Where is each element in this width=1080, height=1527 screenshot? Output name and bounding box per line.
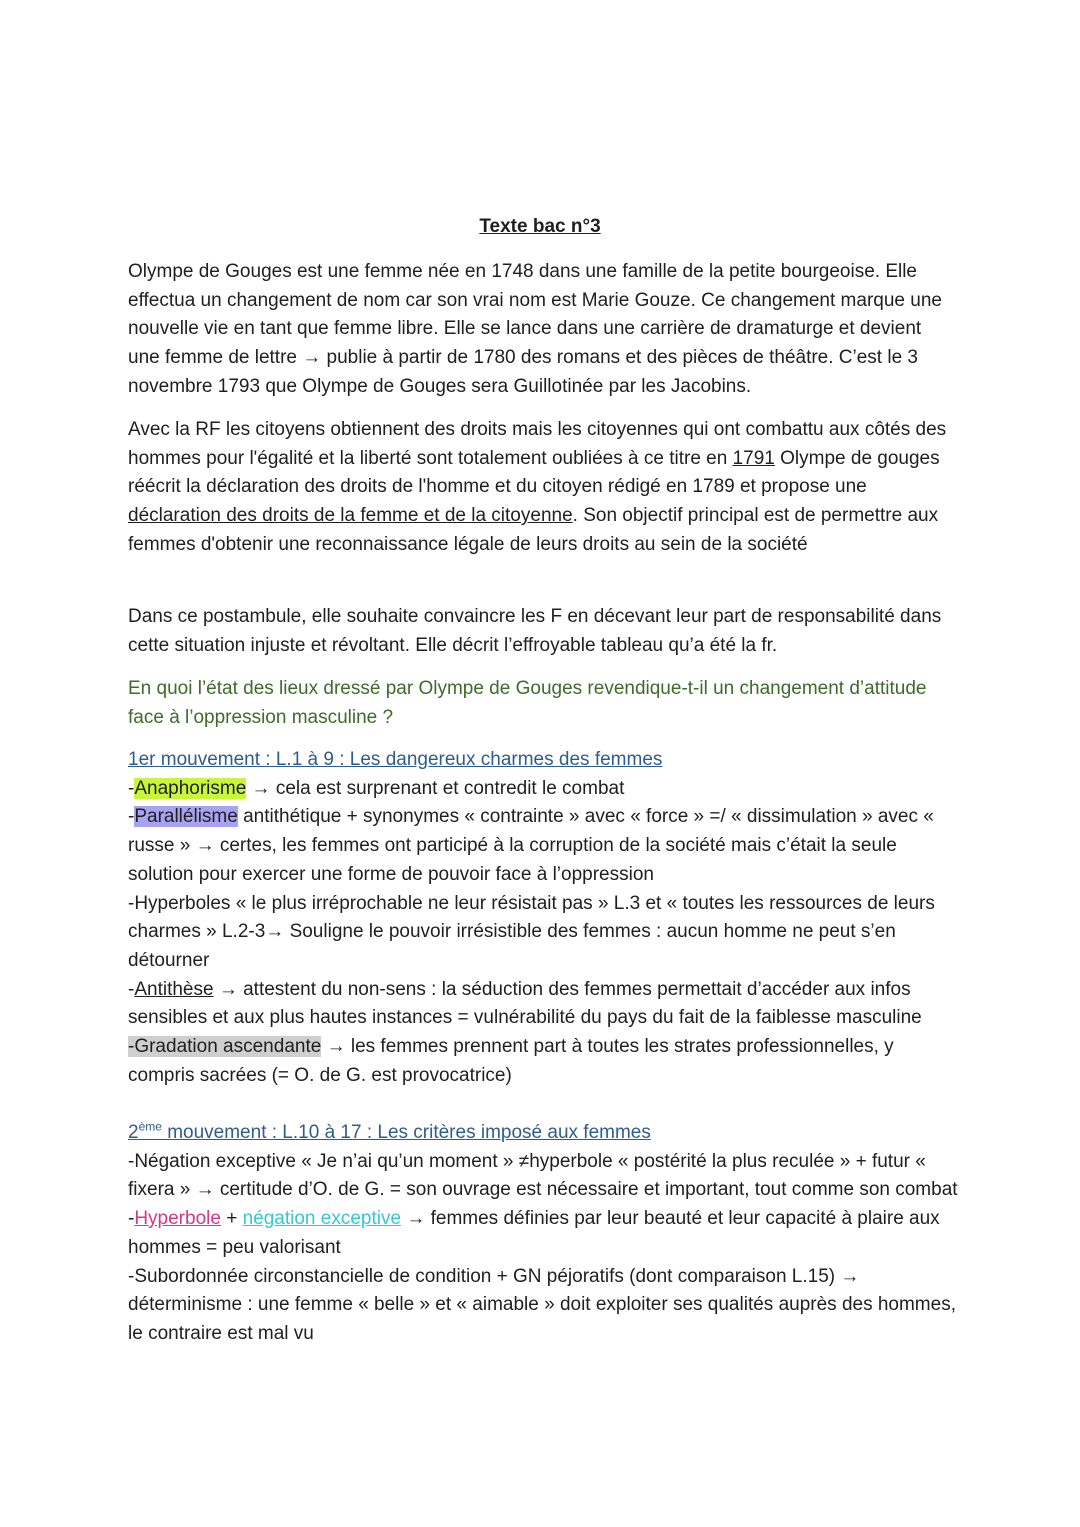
movement-1-item-gradation: -Gradation ascendante → les femmes prennent part à toutes les strates professionnelles, y compris sacrées (= O. de G. est provocatrice)	[128, 1036, 894, 1086]
movement-2-section	[128, 1119, 958, 1349]
highlight-gray: -Gradation ascendante	[128, 1036, 322, 1058]
text-segment: . Son objectif principal est de permettre aux femmes d'obtenir une reconnaissance légale de leurs droits au sein de la société	[128, 505, 939, 555]
movement-1-section	[128, 746, 958, 1090]
intro-paragraph-postambule: Dans ce postambule, elle souhaite convaincre les F en décevant leur part de responsabilité dans cette situation injuste et révoltant. Elle décrit l’effroyable tableau qu’a été la fr.	[128, 606, 942, 656]
page-title: Texte bac n°3	[479, 216, 601, 237]
movement-1-item-parallelisme: -Parallélisme antithétique + synonymes « contrainte » avec « force » =/ « dissimulation » avec « russe » → certes, les femmes ont participé à la corruption de la société mais c’était la seule solution pour exercer une forme de pouvoir face à l’oppression	[128, 806, 934, 885]
highlight-purple: Parallélisme	[134, 806, 238, 828]
movement-1-item-hyperboles: -Hyperboles « le plus irréprochable ne leur résistait pas » L.3 et « toutes les ressources de leurs charmes » L.2-3→ Souligne le pouvoir irrésistible des femmes : aucun homme ne peut s’en détourner	[128, 892, 935, 971]
movement-2-item-negation: -Négation exceptive « Je n’ai qu’un moment » ≠hyperbole « postérité la plus reculée » + futur « fixera » → certitude d’O. de G. = son ouvrage est nécessaire et important, tout comme son combat	[128, 1150, 958, 1201]
problematique-question: En quoi l’état des lieux dressé par Olympe de Gouges revendique-t-il un changement d’attitude face à l’oppression masculine ?	[128, 678, 927, 728]
movement-1-item-anaphorisme: -Anaphorisme → cela est surprenant et contredit le combat	[128, 777, 625, 799]
underlined-year: 1791	[732, 447, 775, 469]
text-segment: Avec la RF les citoyens obtiennent des droits mais les citoyennes qui ont combattu aux côtés des hommes pour l'égalité et la liberté sont totalement oubliées à ce titre en	[128, 419, 947, 469]
cyan-term: négation exceptive	[242, 1208, 402, 1230]
underlined-term: Antithèse	[134, 978, 214, 1000]
intro-paragraph-context	[128, 416, 958, 560]
highlight-yellow: Anaphorisme	[134, 777, 247, 799]
movement-1-heading: 1er mouvement : L.1 à 9 : Les dangereux charmes des femmes	[128, 749, 663, 770]
movement-2-item-subordonnee: -Subordonnée circonstancielle de condition + GN péjoratifs (dont comparaison L.15) → déterminisme : une femme « belle » et « aimable » doit exploiter ses qualités auprès des hommes, le contraire est mal vu	[128, 1265, 956, 1344]
movement-2-item-hyperbole: -Hyperbole + négation exceptive → femmes définies par leur beauté et leur capacité à plaire aux hommes = peu valorisant	[128, 1208, 940, 1258]
movement-2-heading: 2ème mouvement : L.10 à 17 : Les critères imposé aux femmes	[128, 1119, 651, 1143]
text-segment: Olympe de gouges réécrit la déclaration des droits de l'homme et du citoyen rédigé en 1789 et propose une	[128, 447, 940, 498]
pink-term: Hyperbole	[134, 1208, 221, 1230]
underlined-declaration: déclaration des droits de la femme et de la citoyenne	[128, 505, 573, 527]
movement-1-item-antithese: -Antithèse → attestent du non-sens : la séduction des femmes permettait d’accéder aux infos sensibles et aux plus hautes instances = vulnérabilité du pays du fait de la faiblesse masculine	[128, 978, 922, 1029]
intro-paragraph-biography: Olympe de Gouges est une femme née en 1748 dans une famille de la petite bourgeoise. Elle effectua un changement de nom car son vrai nom est Marie Gouze. Ce changement marque une nouvelle vie en tant que femme libre. Elle se lance dans une carrière de dramaturge et devient une femme de lettre → publie à partir de 1780 des romans et des pièces de théâtre. C’est le 3 novembre 1793 que Olympe de Gouges sera Guillotinée par les Jacobins.	[128, 261, 942, 397]
